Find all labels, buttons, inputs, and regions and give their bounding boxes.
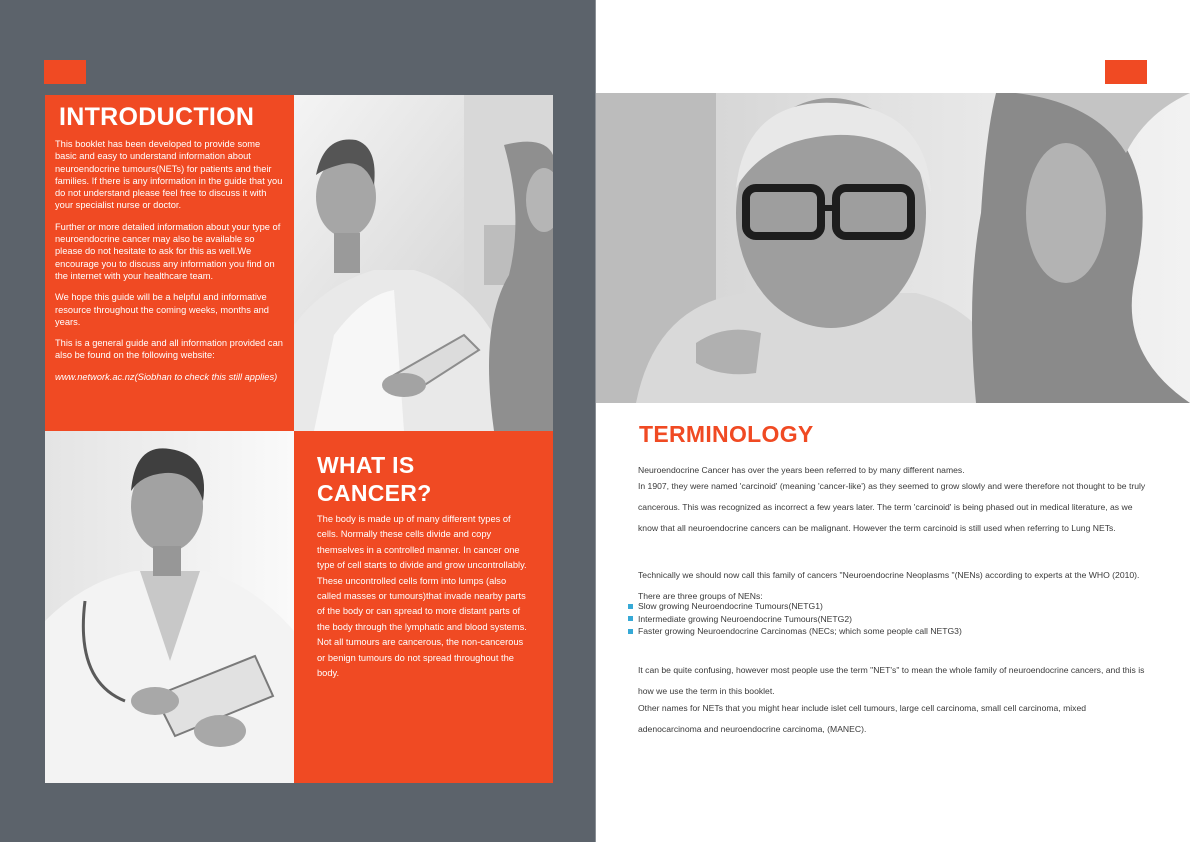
terminology-intro-block [638,462,1148,539]
introduction-title: INTRODUCTION [59,103,255,131]
introduction-panel [45,95,294,431]
doctor-with-tablet-photo [294,95,553,431]
terminology-history: In 1907, they were named 'carcinoid' (meaning 'cancer-like') as they seemed to grow slowly and were therefore not thought to be truly cancerous. This was recognized as incorrect a few years later. The term 'carcinoid' is being phased out in medical literature, as we know that all neuroendocrine cancers can be malignant. However the term carcinoid is still used when referring to Lung NETs. [638,481,1146,533]
terminology-usage-block [638,660,1148,740]
intro-paragraph-4: This is a general guide and all information provided can also be found on the following website: [55,338,283,361]
right-page-tab-marker [1105,60,1147,84]
terminology-usage: It can be quite confusing, however most people use the term "NET's" to mean the whole family of neuroendocrine cancers, and this is how we use the term in this booklet. [638,665,1145,696]
list-item: Slow growing Neuroendocrine Tumours(NETG1) [628,600,962,613]
what-is-cancer-title: WHAT IS CANCER? [317,452,432,506]
what-is-cancer-panel [294,431,553,783]
what-is-cancer-text: The body is made up of many different types of cells. Normally these cells divide and copy themselves in a controlled manner. In cancer one type of cell starts to divide and grow uncontrollably. These uncontrolled cells form into lumps (also called masses or tumours)that invade nearby parts of the body or can spread to more distant parts of the body through the lymphatic and blood systems. Not all tumours are cancerous, the non-cancerous or benign tumours do not spread throughout the body. [317,514,527,679]
list-item: Intermediate growing Neuroendocrine Tumours(NETG2) [628,613,962,626]
bullet-square-icon [628,629,633,634]
bullet-square-icon [628,604,633,609]
nen-groups-list [628,600,962,638]
intro-paragraph-3: We hope this guide will be a helpful and informative resource throughout the coming weeks, months and years. [55,292,269,327]
terminology-classification: Technically we should now call this family of cancers "Neuroendocrine Neoplasms "(NENs) according to experts at the WHO (2010). There are three groups of NENs: [638,570,1140,601]
terminology-title: TERMINOLOGY [639,421,814,447]
smiling-doctor-with-clipboard-photo [45,431,294,783]
elderly-man-with-nurse-photo [596,93,1190,403]
intro-paragraph-2: Further or more detailed information about your type of neuroendocrine cancer may also be available so please do not hesitate to ask for this as well.We encourage you to discuss any information you find on the internet with your healthcare team. [55,221,281,281]
bullet-square-icon [628,616,633,621]
terminology-intro-line: Neuroendocrine Cancer has over the years been referred to by many different names. [638,465,965,475]
intro-paragraph-1: This booklet has been developed to provide some basic and easy to understand information about neuroendocrine tumours(NETs) for patients and their families. If there is any information in the guide that you do not understand please feel free to discuss it with your specialist nurse or doctor. [55,139,283,211]
intro-website-note: www.network.ac.nz(Siobhan to check this still applies) [55,371,278,382]
left-page-tab-marker [44,60,86,84]
terminology-other-names: Other names for NETs that you might hear include islet cell tumours, large cell carcinoma, small cell carcinoma, mixed adenocarcinoma and neuroendocrine carcinoma, (MANEC). [638,703,1087,734]
list-item: Faster growing Neuroendocrine Carcinomas (NECs; which some people call NETG3) [628,625,962,638]
